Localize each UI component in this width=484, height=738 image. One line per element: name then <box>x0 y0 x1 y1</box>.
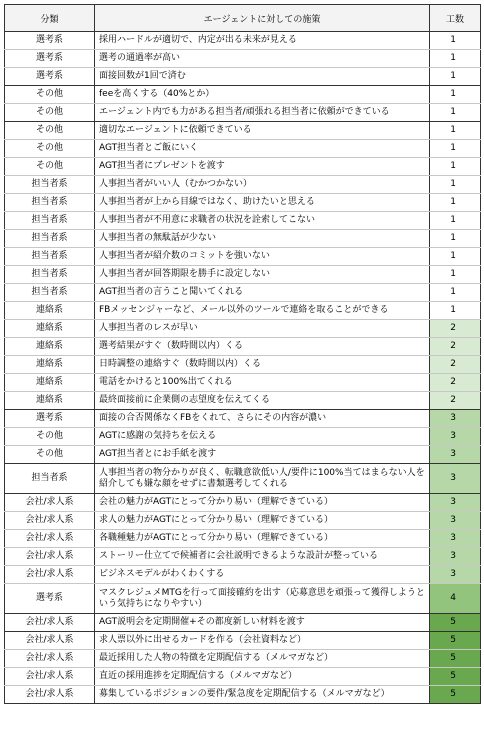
cell-category[interactable]: 会社/求人系 <box>5 548 95 566</box>
cell-measure[interactable]: FBメッセンジャーなど、メール以外のツールで連絡を取ることができる <box>95 302 430 320</box>
cell-category[interactable]: 担当者系 <box>5 464 95 494</box>
table-row <box>5 320 481 338</box>
cell-category[interactable]: その他 <box>5 140 95 158</box>
cell-category[interactable]: その他 <box>5 104 95 122</box>
cell-measure[interactable]: 選考結果がすぐ（数時間以内）くる <box>95 338 430 356</box>
cell-category[interactable]: 会社/求人系 <box>5 614 95 632</box>
cell-effort[interactable]: 1 <box>430 50 481 68</box>
spreadsheet <box>4 4 480 704</box>
cell-category[interactable]: 選考系 <box>5 68 95 86</box>
cell-category[interactable]: 会社/求人系 <box>5 530 95 548</box>
cell-measure[interactable]: 求人の魅力がAGTにとって分かり易い（理解できている） <box>95 512 430 530</box>
cell-category[interactable]: 選考系 <box>5 32 95 50</box>
cell-measure[interactable]: 人事担当者の物分かりが良く、転職意欲低い人/要件に100%当てはまらない人を紹介しても嫌な顔をせずに書類選考してくれる <box>95 464 430 494</box>
cell-effort[interactable]: 2 <box>430 338 481 356</box>
cell-category[interactable]: 担当者系 <box>5 212 95 230</box>
table-row <box>5 530 481 548</box>
cell-measure[interactable]: ビジネスモデルがわくわくする <box>95 566 430 584</box>
cell-effort[interactable]: 3 <box>430 566 481 584</box>
cell-category[interactable]: その他 <box>5 446 95 464</box>
cell-measure[interactable]: 面接回数が1回で済む <box>95 68 430 86</box>
cell-effort[interactable]: 1 <box>430 122 481 140</box>
cell-effort[interactable]: 1 <box>430 302 481 320</box>
cell-measure[interactable]: 会社の魅力がAGTにとって分かり易い（理解できている） <box>95 494 430 512</box>
cell-effort[interactable]: 1 <box>430 248 481 266</box>
table-row <box>5 686 481 704</box>
table-row <box>5 158 481 176</box>
cell-measure[interactable]: AGT説明会を定期開催+その都度新しい材料を渡す <box>95 614 430 632</box>
cell-effort[interactable]: 1 <box>430 176 481 194</box>
cell-measure[interactable]: AGT担当者にプレゼントを渡す <box>95 158 430 176</box>
cell-effort[interactable]: 5 <box>430 650 481 668</box>
cell-category[interactable]: 担当者系 <box>5 194 95 212</box>
cell-measure[interactable]: 面接の合否関係なくFBをくれて、さらにその内容が濃い <box>95 410 430 428</box>
cell-effort[interactable]: 2 <box>430 374 481 392</box>
table-row <box>5 104 481 122</box>
cell-measure[interactable]: AGT担当者の言うこと聞いてくれる <box>95 284 430 302</box>
cell-effort[interactable]: 3 <box>430 512 481 530</box>
table-row <box>5 140 481 158</box>
header-row <box>5 5 481 32</box>
cell-effort[interactable]: 5 <box>430 668 481 686</box>
table-row <box>5 212 481 230</box>
table-row <box>5 428 481 446</box>
cell-measure[interactable]: 人事担当者が不用意に求職者の状況を詮索してこない <box>95 212 430 230</box>
cell-category[interactable]: 会社/求人系 <box>5 494 95 512</box>
table-row <box>5 266 481 284</box>
table-row <box>5 302 481 320</box>
cell-effort[interactable]: 1 <box>430 32 481 50</box>
table-row <box>5 632 481 650</box>
cell-effort[interactable]: 1 <box>430 158 481 176</box>
cell-effort[interactable]: 3 <box>430 464 481 494</box>
table-row <box>5 248 481 266</box>
table-row <box>5 338 481 356</box>
cell-effort[interactable]: 5 <box>430 614 481 632</box>
cell-category[interactable]: 担当者系 <box>5 284 95 302</box>
table-row <box>5 194 481 212</box>
cell-category[interactable]: 会社/求人系 <box>5 686 95 704</box>
cell-category[interactable]: 会社/求人系 <box>5 512 95 530</box>
cell-measure[interactable]: 直近の採用進捗を定期配信する（メルマガなど） <box>95 668 430 686</box>
cell-category[interactable]: 担当者系 <box>5 266 95 284</box>
cell-category[interactable]: その他 <box>5 428 95 446</box>
cell-measure[interactable]: ストーリー仕立てで候補者に会社説明できるような設計が整っている <box>95 548 430 566</box>
table-row <box>5 230 481 248</box>
table-row <box>5 86 481 104</box>
table-row <box>5 410 481 428</box>
table-row <box>5 392 481 410</box>
cell-effort[interactable]: 3 <box>430 446 481 464</box>
cell-measure[interactable]: 募集しているポジションの要件/緊急度を定期配信する（メルマガなど） <box>95 686 430 704</box>
cell-effort[interactable]: 3 <box>430 494 481 512</box>
cell-effort[interactable]: 5 <box>430 686 481 704</box>
cell-category[interactable]: 連絡系 <box>5 320 95 338</box>
cell-category[interactable]: その他 <box>5 122 95 140</box>
cell-category[interactable]: 担当者系 <box>5 176 95 194</box>
table-row <box>5 668 481 686</box>
cell-category[interactable]: その他 <box>5 158 95 176</box>
cell-measure[interactable]: 電話をかけると100%出てくれる <box>95 374 430 392</box>
cell-measure[interactable]: 人事担当者が上から目線ではなく、助けたいと思える <box>95 194 430 212</box>
cell-measure[interactable]: 各職種魅力がAGTにとって分かり易い（理解できている） <box>95 530 430 548</box>
cell-measure[interactable]: 求人票以外に出せるカードを作る（会社資料など） <box>95 632 430 650</box>
table-row <box>5 356 481 374</box>
cell-effort[interactable]: 3 <box>430 530 481 548</box>
cell-effort[interactable]: 1 <box>430 230 481 248</box>
table-row <box>5 122 481 140</box>
cell-category[interactable]: 連絡系 <box>5 356 95 374</box>
cell-category[interactable]: 会社/求人系 <box>5 650 95 668</box>
cell-measure[interactable]: 人事担当者のレスが早い <box>95 320 430 338</box>
cell-measure[interactable]: 人事担当者がいい人（むかつかない） <box>95 176 430 194</box>
cell-measure[interactable]: 最終面接前に企業側の志望度を伝えてくる <box>95 392 430 410</box>
cell-measure[interactable]: エージェント内でも力がある担当者/頑張れる担当者に依頼ができている <box>95 104 430 122</box>
cell-measure[interactable]: 人事担当者の無駄話が少ない <box>95 230 430 248</box>
cell-measure[interactable]: 人事担当者が回答期限を勝手に設定しない <box>95 266 430 284</box>
measures-table <box>4 4 481 704</box>
cell-effort[interactable]: 1 <box>430 140 481 158</box>
cell-effort[interactable]: 1 <box>430 86 481 104</box>
cell-category[interactable]: 担当者系 <box>5 248 95 266</box>
table-row <box>5 464 481 494</box>
cell-category[interactable]: 選考系 <box>5 410 95 428</box>
table-row <box>5 494 481 512</box>
header-effort[interactable]: 工数 <box>430 5 481 32</box>
table-row <box>5 548 481 566</box>
cell-effort[interactable]: 1 <box>430 104 481 122</box>
table-row <box>5 32 481 50</box>
cell-measure[interactable]: 採用ハードルが適切で、内定が出る未来が見える <box>95 32 430 50</box>
cell-effort[interactable]: 3 <box>430 428 481 446</box>
cell-effort[interactable]: 1 <box>430 194 481 212</box>
cell-category[interactable]: 連絡系 <box>5 302 95 320</box>
table-row <box>5 374 481 392</box>
table-row <box>5 176 481 194</box>
header-category[interactable]: 分類 <box>5 5 95 32</box>
cell-effort[interactable]: 2 <box>430 392 481 410</box>
table-row <box>5 650 481 668</box>
cell-category[interactable]: 連絡系 <box>5 374 95 392</box>
cell-effort[interactable]: 2 <box>430 320 481 338</box>
cell-measure[interactable]: AGT担当者とご飯にいく <box>95 140 430 158</box>
cell-measure[interactable]: 適切なエージェントに依頼できている <box>95 122 430 140</box>
cell-category[interactable]: 会社/求人系 <box>5 668 95 686</box>
cell-effort[interactable]: 3 <box>430 410 481 428</box>
table-row <box>5 566 481 584</box>
table-row <box>5 614 481 632</box>
cell-measure[interactable]: AGT担当者とにお手紙を渡す <box>95 446 430 464</box>
cell-measure[interactable]: 最近採用した人物の特徴を定期配信する（メルマガなど） <box>95 650 430 668</box>
header-measure[interactable]: エージェントに対しての施策 <box>95 5 430 32</box>
cell-measure[interactable]: 選考の通過率が高い <box>95 50 430 68</box>
cell-category[interactable]: 会社/求人系 <box>5 566 95 584</box>
cell-measure[interactable]: 人事担当者が紹介数のコミットを強いない <box>95 248 430 266</box>
cell-category[interactable]: 会社/求人系 <box>5 632 95 650</box>
cell-effort[interactable]: 3 <box>430 548 481 566</box>
cell-effort[interactable]: 5 <box>430 632 481 650</box>
cell-category[interactable]: 連絡系 <box>5 338 95 356</box>
table-row <box>5 284 481 302</box>
cell-measure[interactable]: AGTに感謝の気持ちを伝える <box>95 428 430 446</box>
cell-effort[interactable]: 1 <box>430 284 481 302</box>
cell-effort[interactable]: 1 <box>430 266 481 284</box>
table-row <box>5 68 481 86</box>
cell-measure[interactable]: 日時調整の連絡すぐ（数時間以内）くる <box>95 356 430 374</box>
cell-category[interactable]: その他 <box>5 86 95 104</box>
table-row <box>5 512 481 530</box>
cell-measure[interactable]: feeを高くする（40%とか） <box>95 86 430 104</box>
cell-effort[interactable]: 4 <box>430 584 481 614</box>
table-row <box>5 446 481 464</box>
cell-effort[interactable]: 2 <box>430 356 481 374</box>
table-row <box>5 584 481 614</box>
table-body <box>5 32 481 704</box>
cell-category[interactable]: 連絡系 <box>5 392 95 410</box>
cell-category[interactable]: 担当者系 <box>5 230 95 248</box>
cell-category[interactable]: 選考系 <box>5 50 95 68</box>
cell-effort[interactable]: 1 <box>430 68 481 86</box>
table-row <box>5 50 481 68</box>
cell-effort[interactable]: 1 <box>430 212 481 230</box>
cell-measure[interactable]: マスクレジュメMTGを行って面接確約を出す（応募意思を頑張って獲得しようという気持ちになりやすい） <box>95 584 430 614</box>
cell-category[interactable]: 選考系 <box>5 584 95 614</box>
